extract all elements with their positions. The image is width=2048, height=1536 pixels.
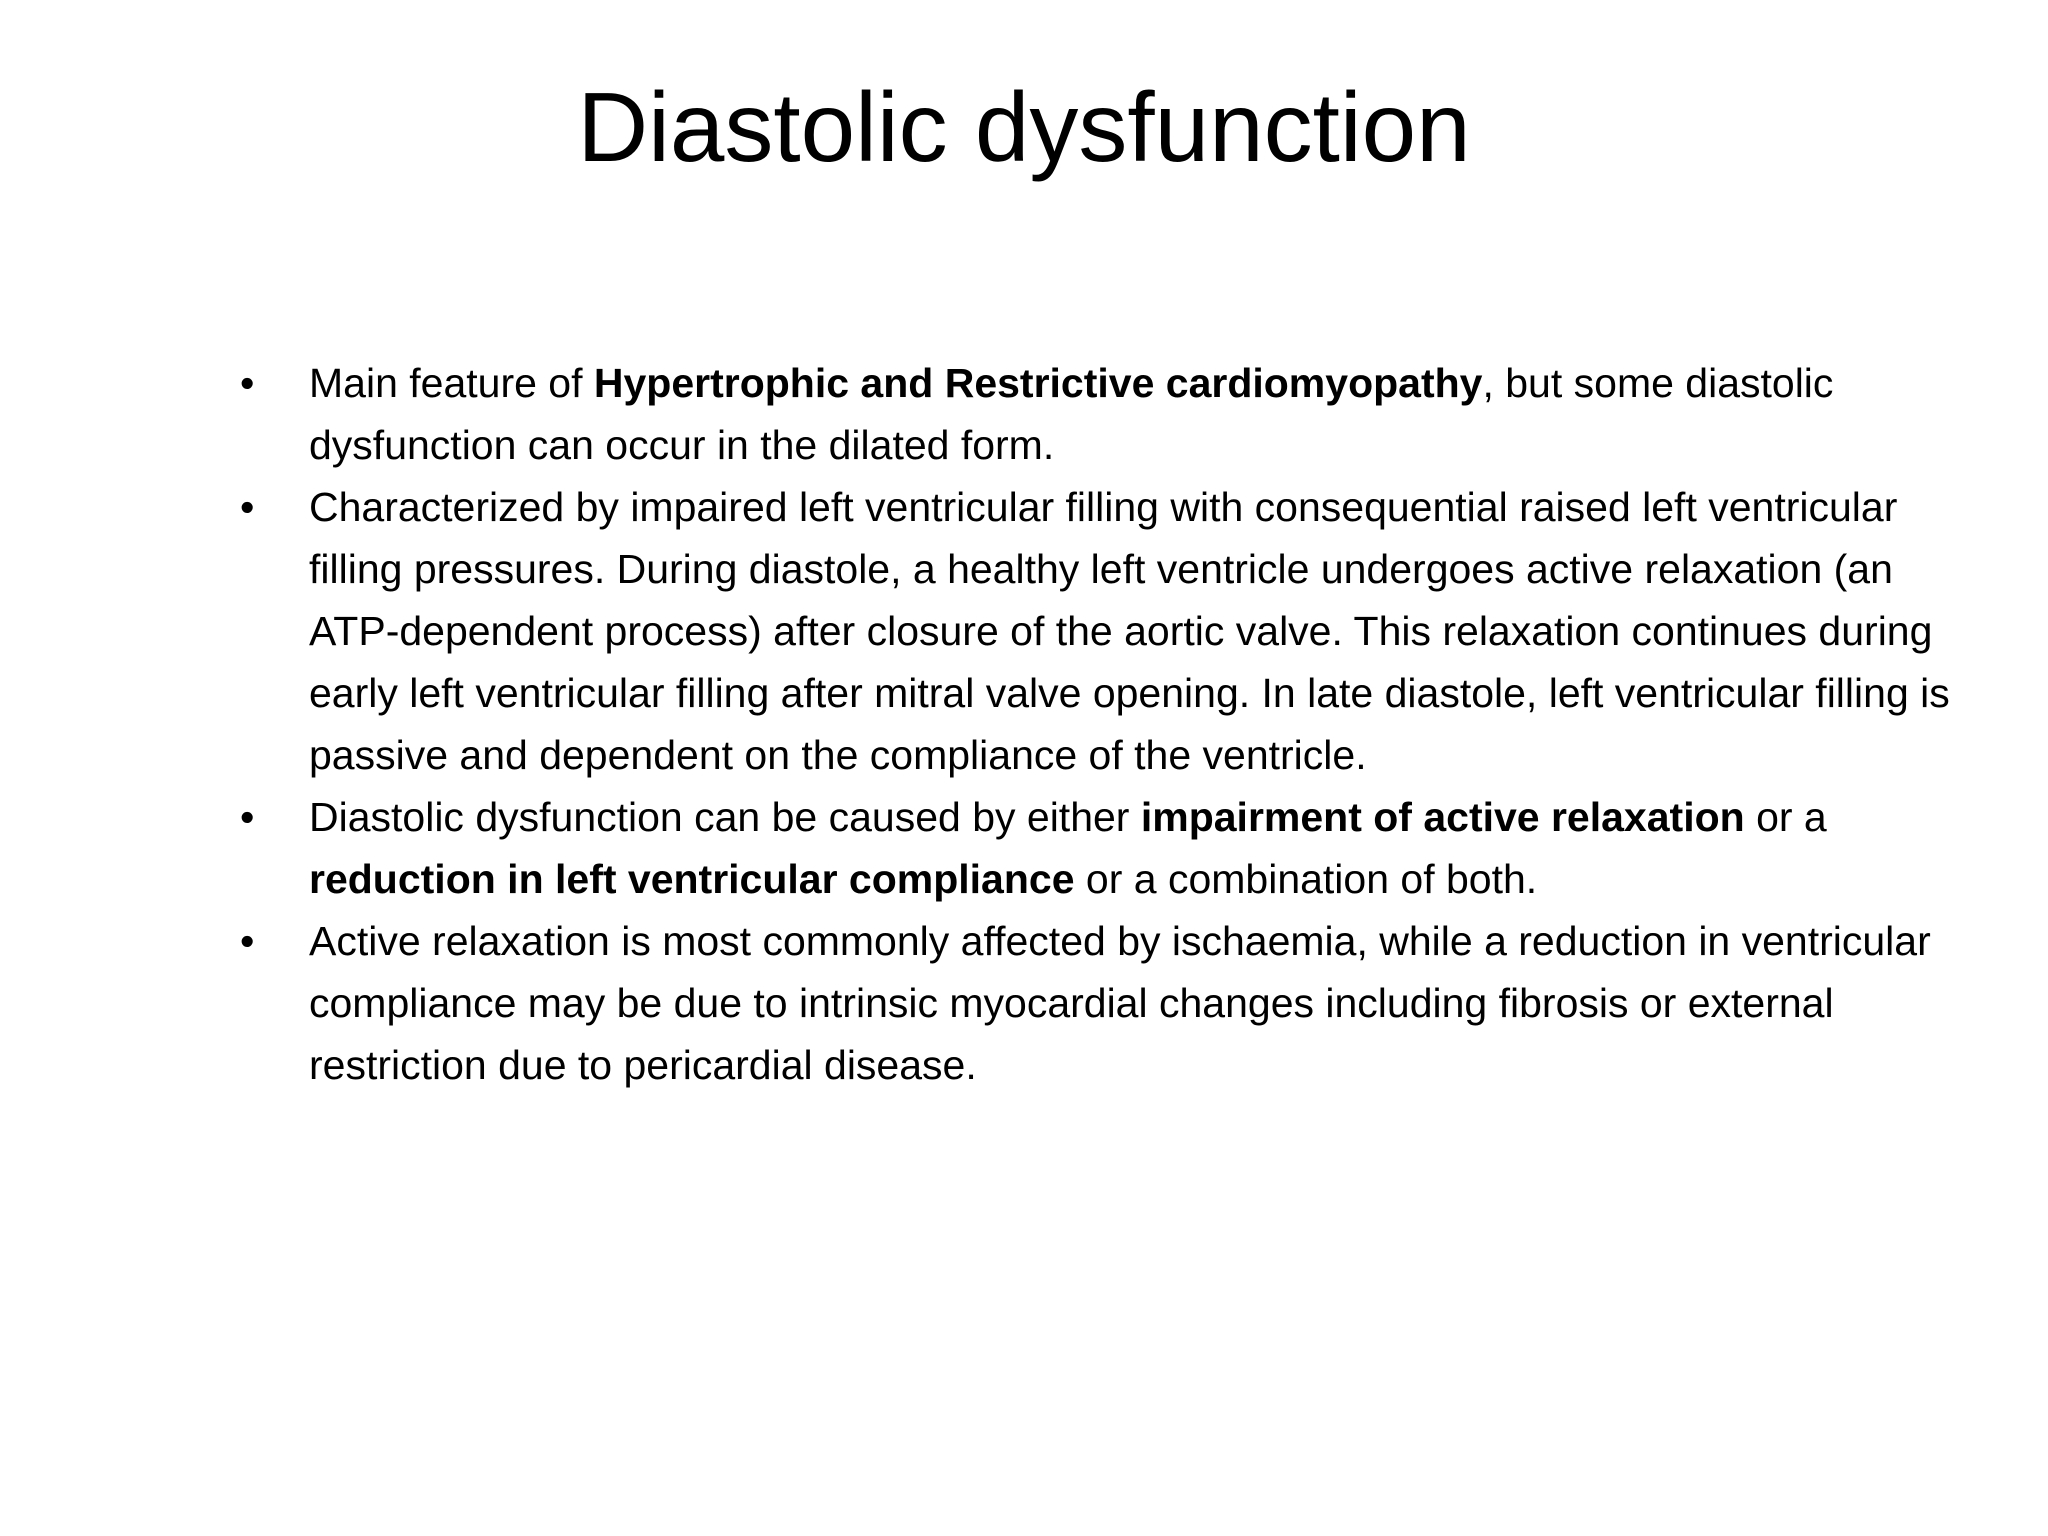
slide-title: Diastolic dysfunction (577, 72, 1471, 182)
bullet-item (240, 352, 1960, 476)
bullet-dot: • (240, 360, 255, 406)
bullet-text-bold-segment: Hypertrophic and Restrictive cardiomyopathy (593, 360, 1483, 406)
bullet-text (309, 794, 1827, 902)
bullet-text-segment: , but some diastolic dysfunction can occur in the dilated form. (309, 360, 1834, 468)
bullet-text-segment: Diastolic dysfunction can be caused by either (309, 794, 1141, 840)
bullet-dot: • (240, 484, 255, 530)
bullet-text-bold-segment: reduction in left ventricular compliance (309, 856, 1075, 902)
bullet-text-segment: Main feature of (309, 360, 594, 406)
bullet-dot: • (240, 918, 255, 964)
bullet-text-segment: Characterized by impaired left ventricular filling with consequential raised left ventricular filling pressures. During diastole, a healthy left ventricle undergoes active relaxation (an ATP-dependent process) after closure of the aortic valve. This relaxation continues during early left ventricular filling after mitral valve opening. In late diastole, left ventricular filling is passive and dependent on the compliance of the ventricle. (309, 484, 1950, 778)
bullet-text-segment: or a (1744, 794, 1827, 840)
bullet-item (240, 910, 1960, 1096)
bullet-text-segment: or a combination of both. (1074, 856, 1538, 902)
bullet-text-segment: Active relaxation is most commonly affected by ischaemia, while a reduction in ventricular compliance may be due to intrinsic myocardial changes including fibrosis or external restriction due to pericardial disease. (309, 918, 1931, 1088)
bullet-text (309, 484, 1950, 778)
bullet-text (309, 360, 1833, 468)
bullet-dot: • (240, 794, 255, 840)
bullet-item (240, 476, 1960, 786)
bullet-item (240, 786, 1960, 910)
bullet-text-bold-segment: impairment of active relaxation (1140, 794, 1745, 840)
bullet-text (309, 918, 1931, 1088)
bullet-list (240, 352, 1960, 1096)
